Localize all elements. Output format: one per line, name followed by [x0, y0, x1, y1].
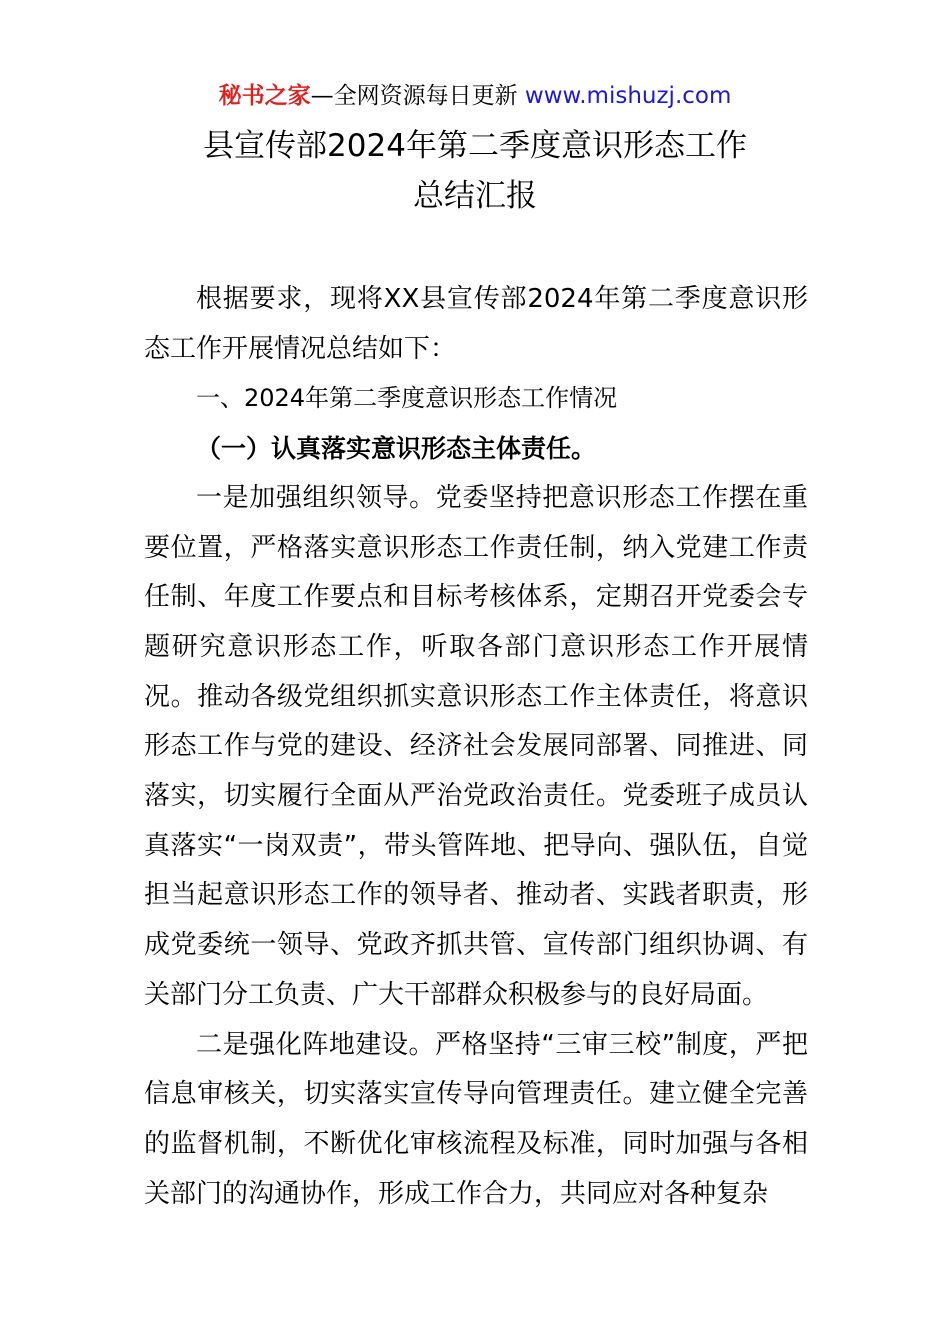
- site-tagline: —全网资源每日更新: [310, 83, 525, 109]
- document-title-line-1: 县宣传部2024年第二季度意识形态工作: [203, 128, 747, 164]
- brand-name: 秘书之家: [218, 83, 311, 109]
- intro-paragraph: 根据要求，现将XX县宣传部2024年第二季度意识形态工作开展情况总结如下：: [144, 284, 808, 364]
- site-url-link[interactable]: www.mishuzj.com: [524, 83, 732, 109]
- body-paragraph-1: 一是加强组织领导。党委坚持把意识形态工作摆在重要位置，严格落实意识形态工作责任制，纳入党建工作责任制、年度工作要点和目标考核体系，定期召开党委会专题研究意识形态工作，听取各部门意识形态工作开展情况。推动各级党组织抓实意识形态工作主体责任，将意识形态工作与党的建设、经济社会发展同部署、同推进、同落实，切实履行全面从严治党政治责任。党委班子成员认真落实“一岗双责”，带头管阵地、把导向、强队伍，自觉担当起意识形态工作的领导者、推动者、实践者职责，形成党委统一领导、党政齐抓共管、宣传部门组织协调、有关部门分工负责、广大干部群众积极参与的良好局面。: [144, 482, 808, 1010]
- subsection-heading: （一）认真落实意识形态主体责任。: [196, 434, 597, 464]
- section-heading: 一、2024年第二季度意识形态工作情况: [196, 384, 618, 413]
- body-paragraph-2: 二是强化阵地建设。严格坚持“三审三校”制度，严把信息审核关，切实落实宣传导向管理责任。建立健全完善的监督机制，不断优化审核流程及标准，同时加强与各相关部门的沟通协作，形成工作合力，共同应对各种复杂: [144, 1029, 808, 1209]
- document-body: [144, 275, 808, 1219]
- site-header: [0, 80, 950, 112]
- document-title-line-2: 总结汇报: [413, 178, 537, 214]
